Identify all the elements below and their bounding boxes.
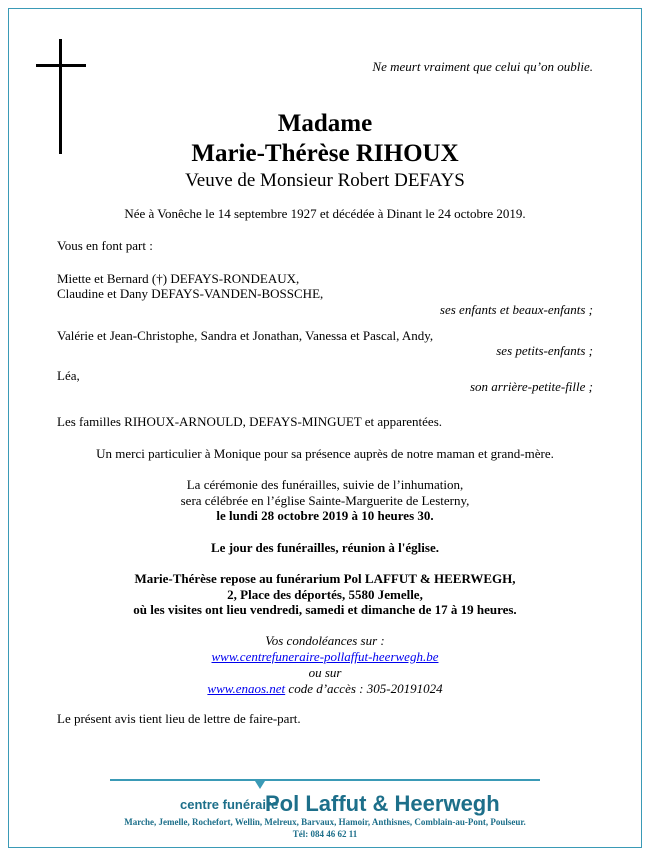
grandchildren-label: ses petits-enfants ; <box>496 343 593 358</box>
funerarium-line-2: 2, Place des déportés, 5580 Jemelle, <box>227 587 423 602</box>
footer-centre-funeraire: centre funéraire <box>180 797 279 812</box>
meeting-line: Le jour des funérailles, réunion à l'église. <box>211 540 439 555</box>
condolences-or: ou sur <box>308 665 342 680</box>
condolences-label: Vos condoléances sur : <box>265 633 385 648</box>
thanks-line: Un merci particulier à Monique pour sa présence auprès de notre maman et grand-mère. <box>96 446 554 461</box>
title-madame: Madame <box>277 110 373 137</box>
epigraph: Ne meurt vraiment que celui qu’on oublie. <box>372 59 593 74</box>
children-line-2: Claudine et Dany DEFAYS-VANDEN-BOSSCHE, <box>57 286 324 301</box>
closing-line: Le présent avis tient lieu de lettre de faire-part. <box>57 711 301 726</box>
cross-horizontal-bar <box>36 64 86 67</box>
access-code: code d’accès : 305-20191024 <box>285 681 443 696</box>
enaos-link[interactable]: www.enaos.net <box>207 681 286 696</box>
great-grandchild-label: son arrière-petite-fille ; <box>470 379 593 394</box>
children-label: ses enfants et beaux-enfants ; <box>439 302 593 317</box>
footer-towns: Marche, Jemelle, Rochefort, Wellin, Melreux, Barvaux, Hamoir, Anthisnes, Comblain-au-Pont, Poulseur. <box>124 817 526 827</box>
funerarium-line-3: où les visites ont lieu vendredi, samedi et dimanche de 17 à 19 heures. <box>133 602 517 617</box>
intro-text: Vous en font part : <box>57 238 153 253</box>
families-line: Les familles RIHOUX-ARNOULD, DEFAYS-MINGUET et apparentées. <box>57 414 442 429</box>
birth-death-line: Née à Vonêche le 14 septembre 1927 et décédée à Dinant le 24 octobre 2019. <box>124 206 526 221</box>
widow-of: Veuve de Monsieur Robert DEFAYS <box>185 170 465 191</box>
funerarium-line-1: Marie-Thérèse repose au funérarium Pol LAFFUT & HEERWEGH, <box>134 571 516 586</box>
ceremony-date: le lundi 28 octobre 2019 à 10 heures 30. <box>216 508 434 523</box>
children-line-1: Miette et Bernard (†) DEFAYS-RONDEAUX, <box>57 271 300 286</box>
enaos-row <box>0 681 650 697</box>
website-link[interactable]: www.centrefuneraire-pollaffut-heerwegh.be <box>211 649 439 664</box>
deceased-name: Marie-Thérèse RIHOUX <box>191 140 459 167</box>
grandchildren-line: Valérie et Jean-Christophe, Sandra et Jonathan, Vanessa et Pascal, Andy, <box>57 328 434 343</box>
condolences-link-row <box>0 649 650 665</box>
ceremony-line-1: La cérémonie des funérailles, suivie de l’inhumation, <box>186 477 464 492</box>
ceremony-line-2: sera célébrée en l’église Sainte-Marguerite de Lesterny, <box>180 493 470 508</box>
footer-brand-logo: Pol Laffut & Heerwegh <box>265 791 500 816</box>
footer-telephone: Tél: 084 46 62 11 <box>292 829 358 839</box>
footer-arrow-icon <box>255 781 265 789</box>
footer-divider <box>110 779 540 781</box>
great-grandchild-line: Léa, <box>57 368 80 383</box>
